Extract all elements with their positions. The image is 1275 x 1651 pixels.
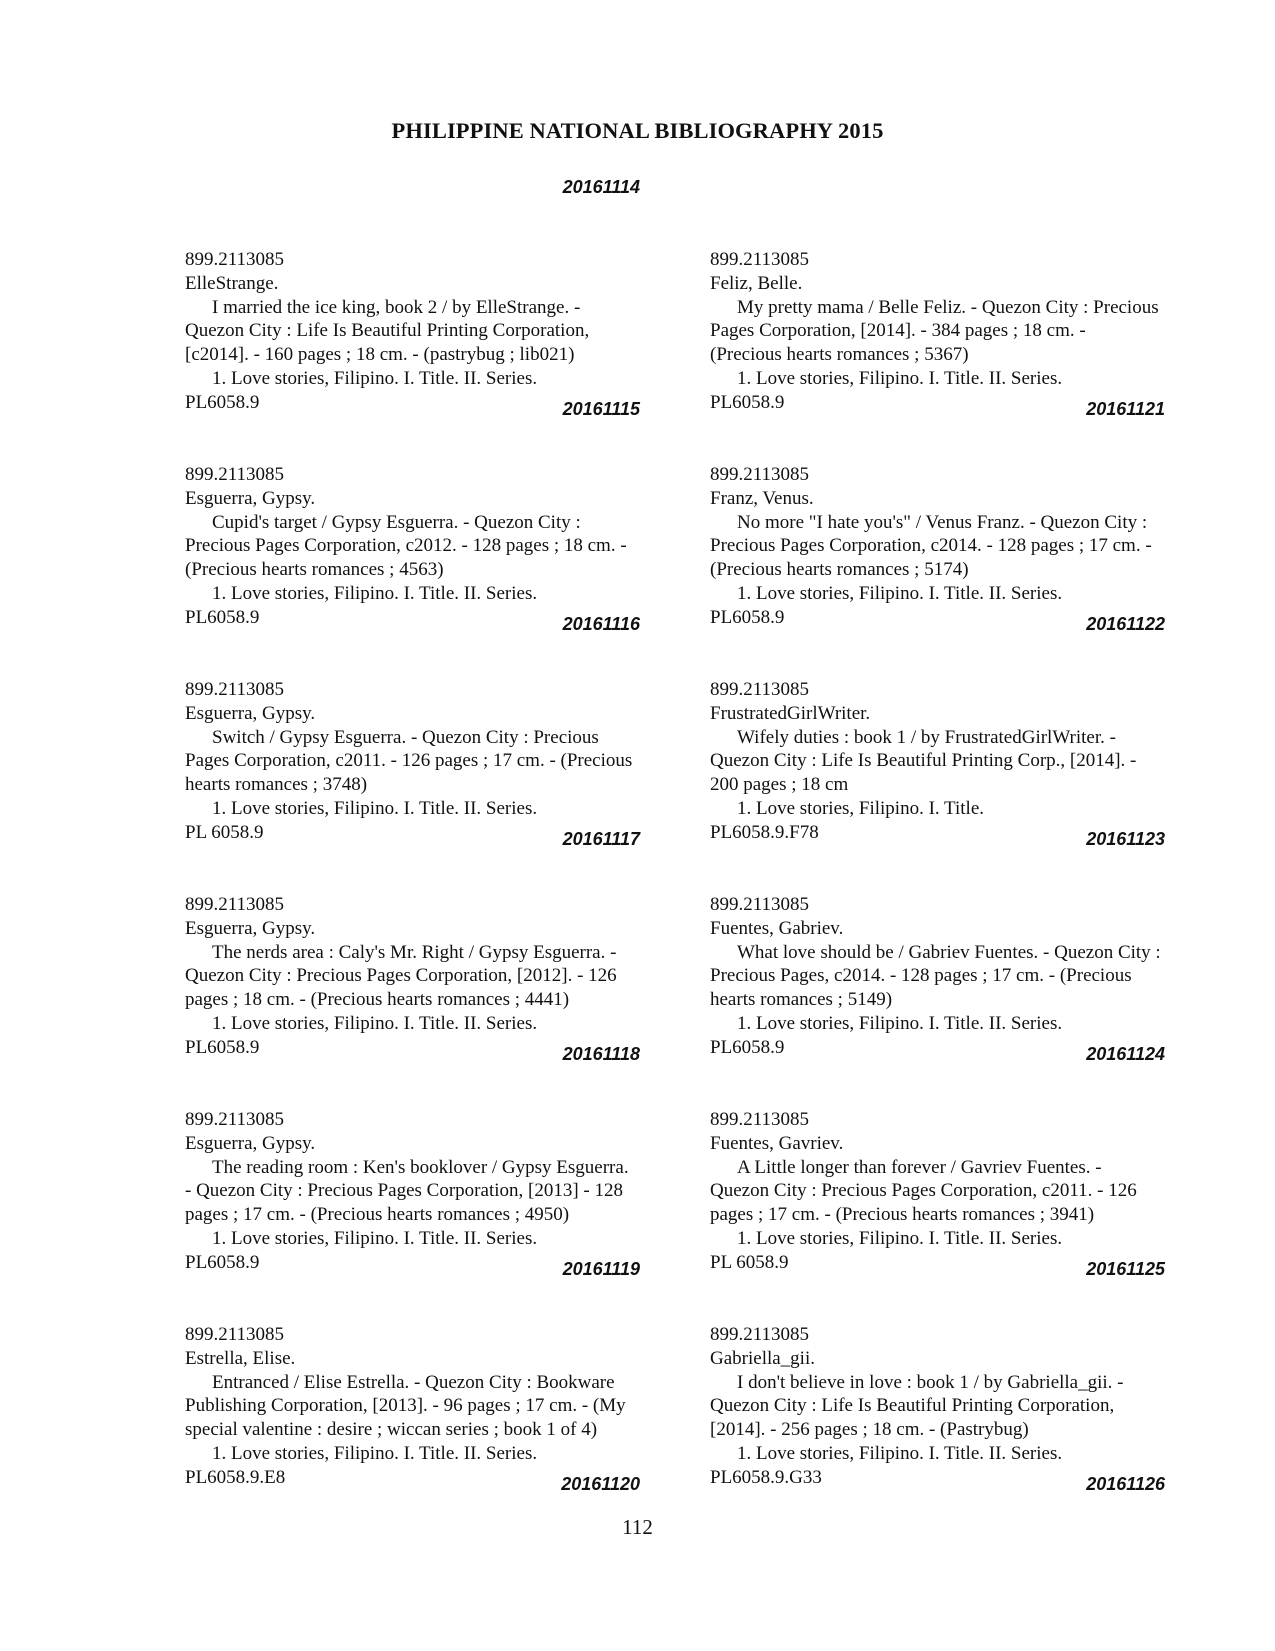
description-line: (Precious hearts romances ; 5367) bbox=[710, 344, 969, 366]
subject-tracings: 1. Love stories, Filipino. I. Title. II. Series. bbox=[737, 1227, 1063, 1249]
author-heading: ElleStrange. bbox=[185, 272, 279, 294]
subject-tracings: 1. Love stories, Filipino. I. Title. II. Series. bbox=[212, 367, 538, 389]
author-heading: Gabriella_gii. bbox=[710, 1347, 815, 1369]
description-line: hearts romances ; 5149) bbox=[710, 989, 893, 1011]
author-heading: Esguerra, Gypsy. bbox=[185, 917, 316, 939]
subject-tracings: 1. Love stories, Filipino. I. Title. bbox=[737, 797, 985, 819]
call-number: PL6058.9 bbox=[185, 1036, 260, 1058]
class-number: 899.2113085 bbox=[185, 894, 285, 915]
subject-tracings: 1. Love stories, Filipino. I. Title. II. Series. bbox=[212, 1012, 538, 1034]
description-line: Pages Corporation, c2011. - 126 pages ; 17 cm. - (Precious bbox=[185, 750, 633, 772]
call-number: PL6058.9.G33 bbox=[710, 1466, 822, 1488]
author-heading: Estrella, Elise. bbox=[185, 1347, 296, 1369]
description-line: My pretty mama / Belle Feliz. - Quezon City : Precious bbox=[737, 296, 1159, 318]
description-line: Pages Corporation, [2014]. - 384 pages ; 18 cm. - bbox=[710, 320, 1086, 342]
bibliographic-entry bbox=[185, 463, 665, 678]
bibliographic-entry bbox=[710, 248, 1190, 463]
class-number: 899.2113085 bbox=[185, 1324, 285, 1345]
author-heading: Esguerra, Gypsy. bbox=[185, 1132, 316, 1154]
accession-number: 20161120 bbox=[561, 1474, 640, 1494]
description-line: 200 pages ; 18 cm bbox=[710, 774, 849, 796]
first-accession-number: 20161114 bbox=[562, 177, 640, 197]
accession-number: 20161122 bbox=[1086, 614, 1165, 634]
description-line: I don't believe in love : book 1 / by Gabriella_gii. - bbox=[737, 1371, 1124, 1393]
description-line: Cupid's target / Gypsy Esguerra. - Quezon City : bbox=[212, 511, 581, 533]
description-line: (Precious hearts romances ; 4563) bbox=[185, 559, 444, 581]
class-number: 899.2113085 bbox=[185, 249, 285, 270]
author-heading: Esguerra, Gypsy. bbox=[185, 702, 316, 724]
description-line: Quezon City : Precious Pages Corporation, [2012]. - 126 bbox=[185, 965, 617, 987]
call-number: PL6058.9 bbox=[710, 391, 785, 413]
accession-number: 20161119 bbox=[562, 1259, 640, 1279]
class-number: 899.2113085 bbox=[185, 464, 285, 485]
description-line: - Quezon City : Precious Pages Corporation, [2013] - 128 bbox=[185, 1180, 623, 1202]
class-number: 899.2113085 bbox=[710, 1109, 810, 1130]
description-line: I married the ice king, book 2 / by ElleStrange. - bbox=[212, 296, 581, 318]
call-number: PL6058.9 bbox=[710, 606, 785, 628]
subject-tracings: 1. Love stories, Filipino. I. Title. II. Series. bbox=[737, 1442, 1063, 1464]
class-number: 899.2113085 bbox=[185, 1109, 285, 1130]
subject-tracings: 1. Love stories, Filipino. I. Title. II. Series. bbox=[737, 582, 1063, 604]
description-line: Quezon City : Life Is Beautiful Printing Corporation, bbox=[710, 1395, 1115, 1417]
description-line: [c2014]. - 160 pages ; 18 cm. - (pastrybug ; lib021) bbox=[185, 344, 575, 366]
accession-number: 20161116 bbox=[562, 614, 640, 634]
page-number: 112 bbox=[622, 1515, 653, 1539]
description-line: pages ; 18 cm. - (Precious hearts romances ; 4441) bbox=[185, 989, 570, 1011]
description-line: Entranced / Elise Estrella. - Quezon City : Bookware bbox=[212, 1371, 615, 1393]
bibliographic-entry bbox=[185, 248, 665, 463]
call-number: PL6058.9.F78 bbox=[710, 821, 819, 843]
call-number: PL6058.9 bbox=[185, 1251, 260, 1273]
description-line: Precious Pages Corporation, c2014. - 128 pages ; 17 cm. - bbox=[710, 535, 1152, 557]
bibliographic-entry bbox=[710, 1108, 1190, 1323]
bibliographic-entry bbox=[710, 893, 1190, 1108]
accession-number: 20161126 bbox=[1086, 1474, 1165, 1494]
bibliographic-entry bbox=[185, 678, 665, 893]
description-line: Publishing Corporation, [2013]. - 96 pages ; 17 cm. - (My bbox=[185, 1395, 626, 1417]
subject-tracings: 1. Love stories, Filipino. I. Title. II. Series. bbox=[212, 1227, 538, 1249]
bibliographic-entry bbox=[710, 1323, 1190, 1538]
accession-number: 20161123 bbox=[1086, 829, 1165, 849]
subject-tracings: 1. Love stories, Filipino. I. Title. II. Series. bbox=[737, 1012, 1063, 1034]
description-line: Precious Pages, c2014. - 128 pages ; 17 cm. - (Precious bbox=[710, 965, 1132, 987]
description-line: Precious Pages Corporation, c2012. - 128 pages ; 18 cm. - bbox=[185, 535, 627, 557]
bibliographic-entry bbox=[185, 1108, 665, 1323]
call-number: PL 6058.9 bbox=[710, 1251, 789, 1273]
description-line: What love should be / Gabriev Fuentes. - Quezon City : bbox=[737, 941, 1161, 963]
subject-tracings: 1. Love stories, Filipino. I. Title. II. Series. bbox=[212, 797, 538, 819]
bibliographic-entry bbox=[185, 1323, 665, 1538]
accession-number: 20161124 bbox=[1086, 1044, 1165, 1064]
author-heading: Fuentes, Gabriev. bbox=[710, 917, 844, 939]
page-title: PHILIPPINE NATIONAL BIBLIOGRAPHY 2015 bbox=[391, 118, 884, 143]
description-line: Quezon City : Precious Pages Corporation, c2011. - 126 bbox=[710, 1180, 1137, 1202]
accession-number: 20161115 bbox=[562, 399, 640, 419]
bibliographic-entry bbox=[185, 893, 665, 1108]
description-line: No more "I hate you's" / Venus Franz. - Quezon City : bbox=[737, 511, 1148, 533]
author-heading: FrustratedGirlWriter. bbox=[710, 702, 871, 724]
bibliographic-entry bbox=[710, 678, 1190, 893]
subject-tracings: 1. Love stories, Filipino. I. Title. II. Series. bbox=[212, 1442, 538, 1464]
subject-tracings: 1. Love stories, Filipino. I. Title. II. Series. bbox=[212, 582, 538, 604]
accession-number: 20161117 bbox=[562, 829, 640, 849]
call-number: PL6058.9 bbox=[185, 606, 260, 628]
call-number: PL6058.9 bbox=[185, 391, 260, 413]
accession-number: 20161118 bbox=[562, 1044, 640, 1064]
call-number: PL 6058.9 bbox=[185, 821, 264, 843]
description-line: The nerds area : Caly's Mr. Right / Gypsy Esguerra. - bbox=[212, 941, 617, 963]
author-heading: Esguerra, Gypsy. bbox=[185, 487, 316, 509]
description-line: Switch / Gypsy Esguerra. - Quezon City : Precious bbox=[212, 726, 599, 748]
description-line: The reading room : Ken's booklover / Gypsy Esguerra. bbox=[212, 1156, 629, 1178]
call-number: PL6058.9.E8 bbox=[185, 1466, 286, 1488]
class-number: 899.2113085 bbox=[710, 249, 810, 270]
description-line: [2014]. - 256 pages ; 18 cm. - (Pastrybug) bbox=[710, 1419, 1029, 1441]
right-column bbox=[710, 248, 1190, 1538]
accession-number: 20161121 bbox=[1086, 399, 1165, 419]
description-line: hearts romances ; 3748) bbox=[185, 774, 368, 796]
description-line: special valentine : desire ; wiccan series ; book 1 of 4) bbox=[185, 1419, 598, 1441]
author-heading: Franz, Venus. bbox=[710, 487, 814, 509]
accession-number: 20161125 bbox=[1086, 1259, 1165, 1279]
description-line: Quezon City : Life Is Beautiful Printing Corp., [2014]. - bbox=[710, 750, 1137, 772]
description-line: (Precious hearts romances ; 5174) bbox=[710, 559, 969, 581]
description-line: A Little longer than forever / Gavriev Fuentes. - bbox=[737, 1156, 1102, 1178]
class-number: 899.2113085 bbox=[710, 894, 810, 915]
subject-tracings: 1. Love stories, Filipino. I. Title. II. Series. bbox=[737, 367, 1063, 389]
description-line: Wifely duties : book 1 / by FrustratedGirlWriter. - bbox=[737, 726, 1116, 748]
bibliographic-entry bbox=[710, 463, 1190, 678]
call-number: PL6058.9 bbox=[710, 1036, 785, 1058]
description-line: Quezon City : Life Is Beautiful Printing Corporation, bbox=[185, 320, 590, 342]
class-number: 899.2113085 bbox=[710, 1324, 810, 1345]
class-number: 899.2113085 bbox=[710, 464, 810, 485]
description-line: pages ; 17 cm. - (Precious hearts romances ; 3941) bbox=[710, 1204, 1095, 1226]
class-number: 899.2113085 bbox=[185, 679, 285, 700]
author-heading: Feliz, Belle. bbox=[710, 272, 803, 294]
description-line: pages ; 17 cm. - (Precious hearts romances ; 4950) bbox=[185, 1204, 570, 1226]
class-number: 899.2113085 bbox=[710, 679, 810, 700]
left-column bbox=[185, 248, 665, 1538]
author-heading: Fuentes, Gavriev. bbox=[710, 1132, 844, 1154]
